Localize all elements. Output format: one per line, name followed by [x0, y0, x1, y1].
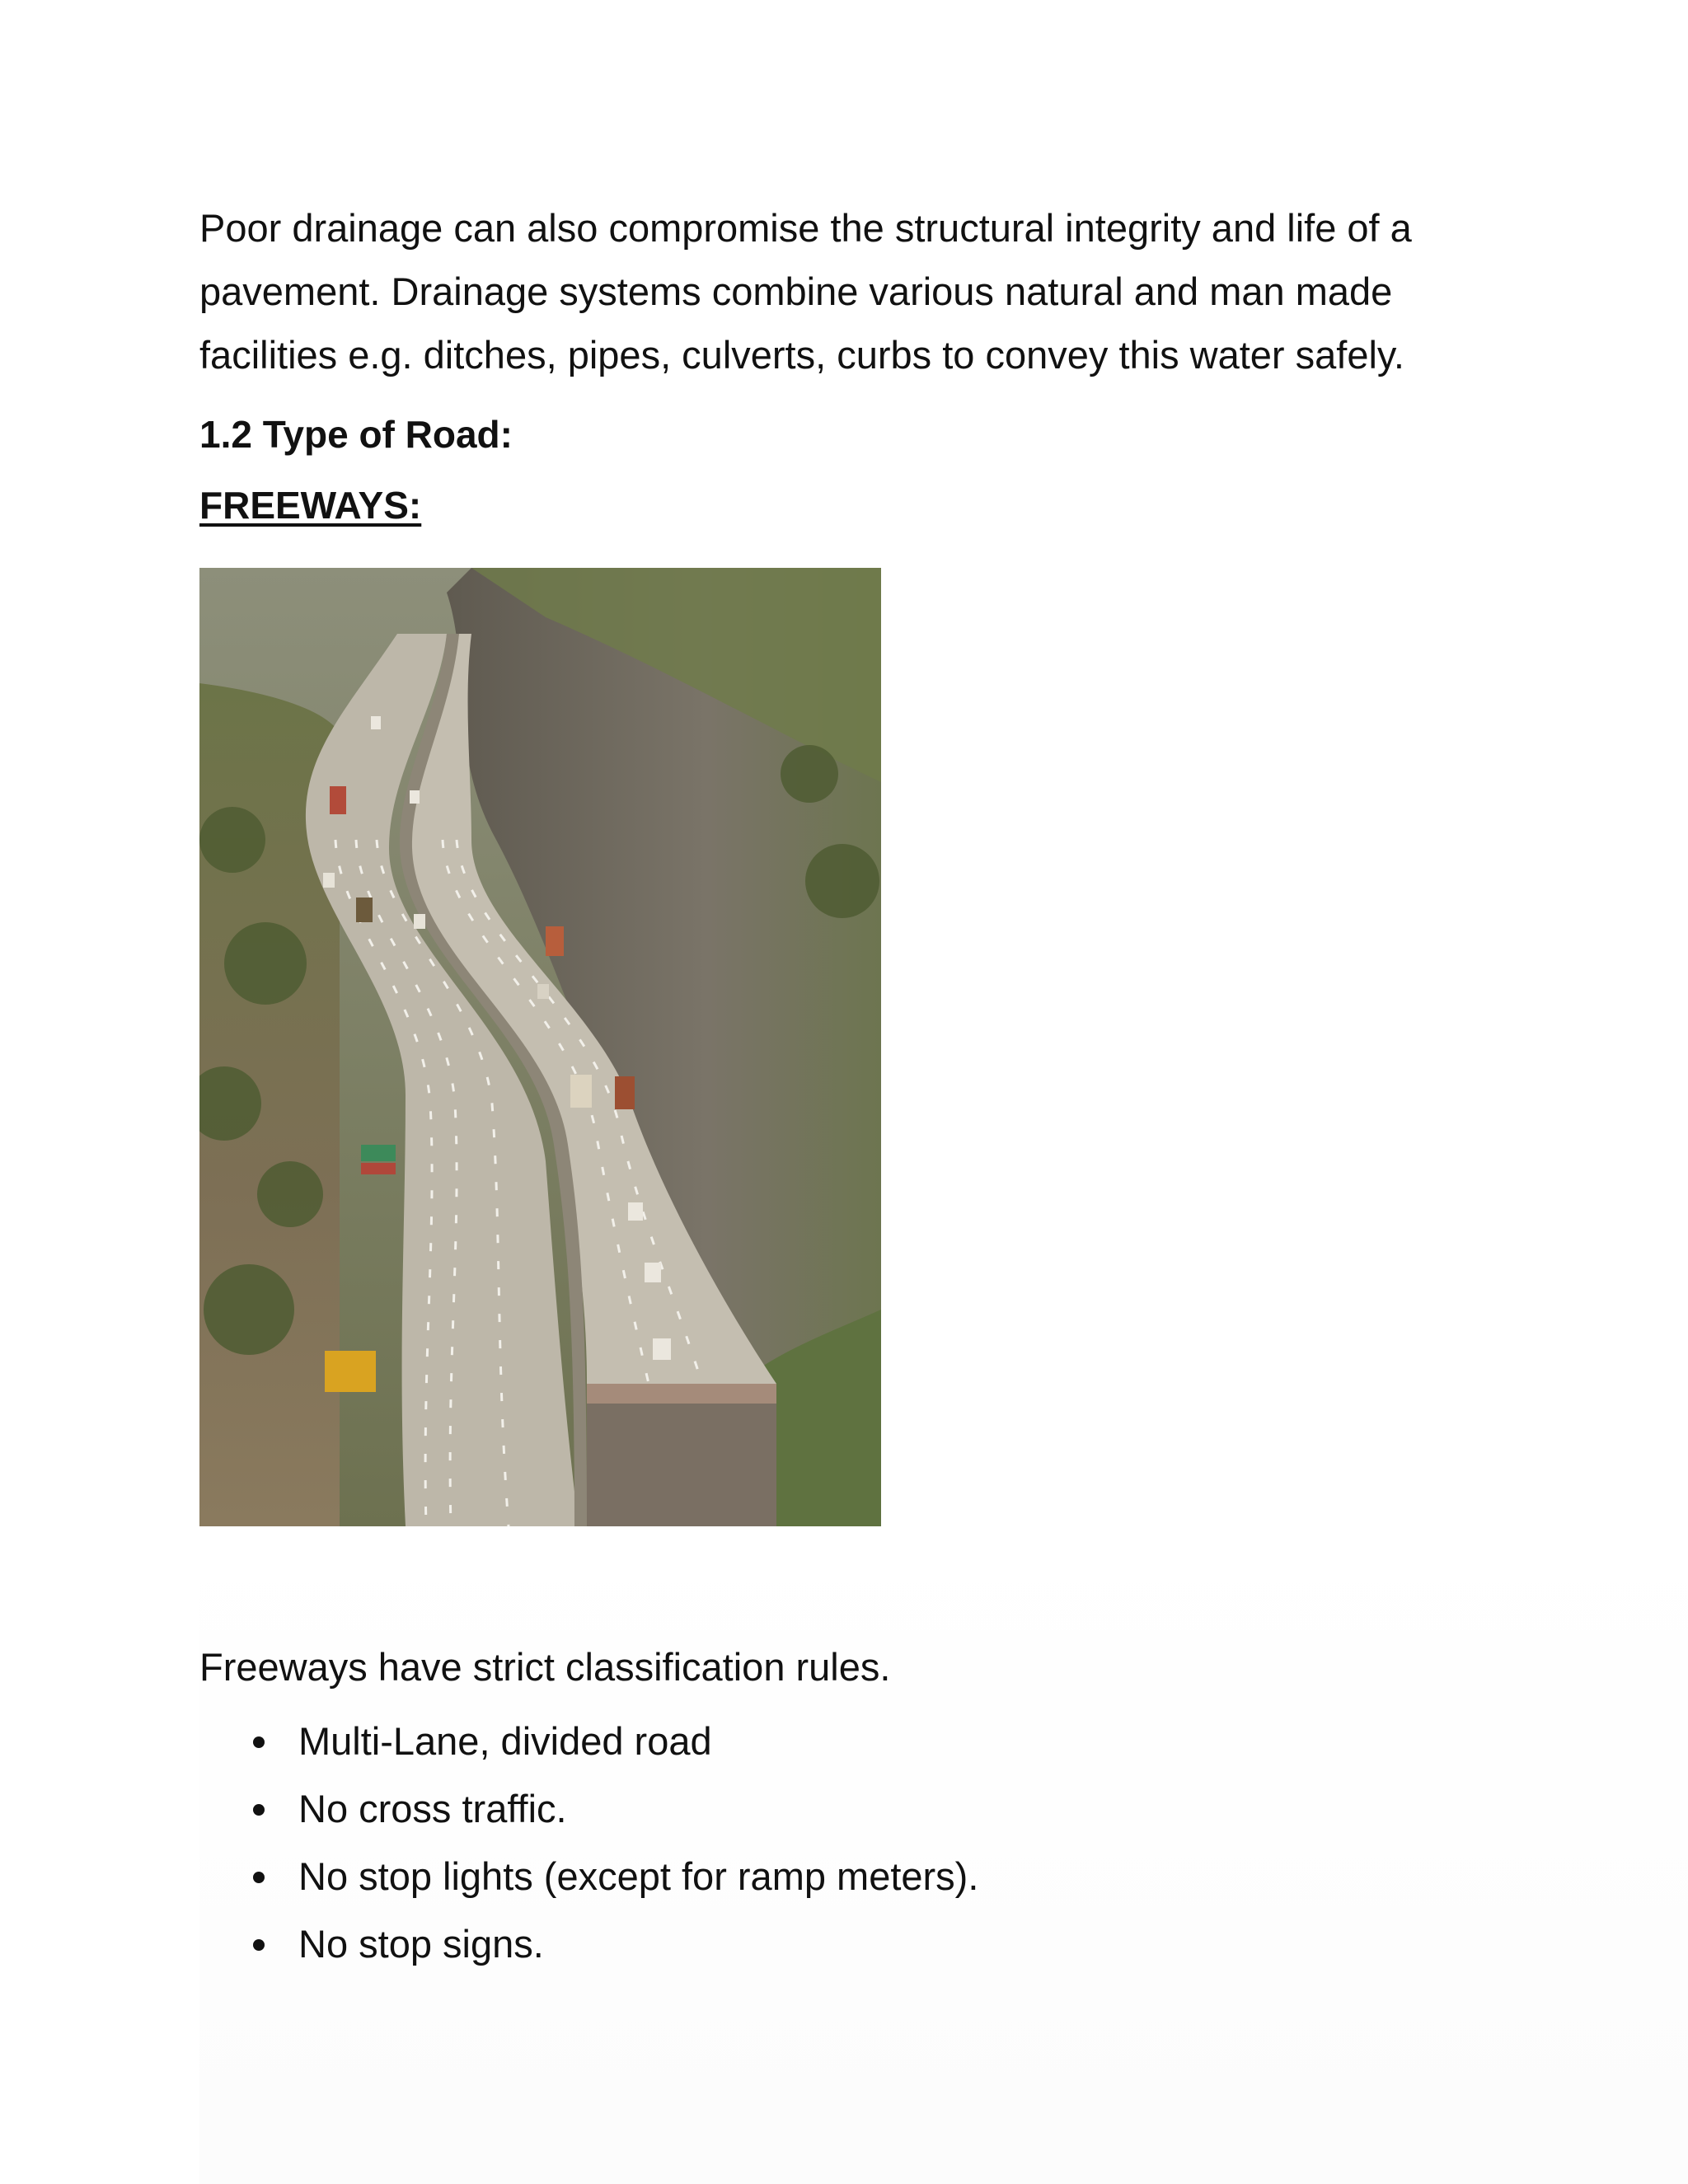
- bullet-icon: [253, 1939, 265, 1951]
- list-item: [199, 1910, 978, 1978]
- freeways-intro: Freeways have strict classification rules.: [199, 1645, 891, 1689]
- bullet-icon: [253, 1736, 265, 1748]
- green-sign: [361, 1145, 396, 1161]
- bullet-icon: [253, 1804, 265, 1816]
- list-item: [199, 1843, 978, 1910]
- bridge-abutment: [587, 1384, 776, 1526]
- list-item: [199, 1775, 978, 1843]
- list-item-text: No stop signs.: [298, 1922, 544, 1966]
- bridge-deck-edge: [587, 1384, 776, 1404]
- list-item-text: No cross traffic.: [298, 1787, 567, 1830]
- freeway-rules-list: [199, 1708, 978, 1978]
- bullet-icon: [253, 1872, 265, 1883]
- section-heading: 1.2 Type of Road:: [199, 413, 513, 456]
- list-item-text: Multi-Lane, divided road: [298, 1719, 712, 1763]
- red-sign: [361, 1163, 396, 1174]
- list-item: [199, 1708, 978, 1775]
- freeway-photo: [199, 568, 881, 1526]
- freeways-subheading: FREEWAYS:: [199, 484, 422, 527]
- yellow-sign: [325, 1351, 376, 1392]
- drainage-paragraph: Poor drainage can also compromise the structural integrity and life of a pavement. Drainage systems combine various natural and man made facilities e.g. ditches, pipes, culverts, curbs to convey this water safely.: [199, 206, 1412, 377]
- list-item-text: No stop lights (except for ramp meters).: [298, 1854, 979, 1898]
